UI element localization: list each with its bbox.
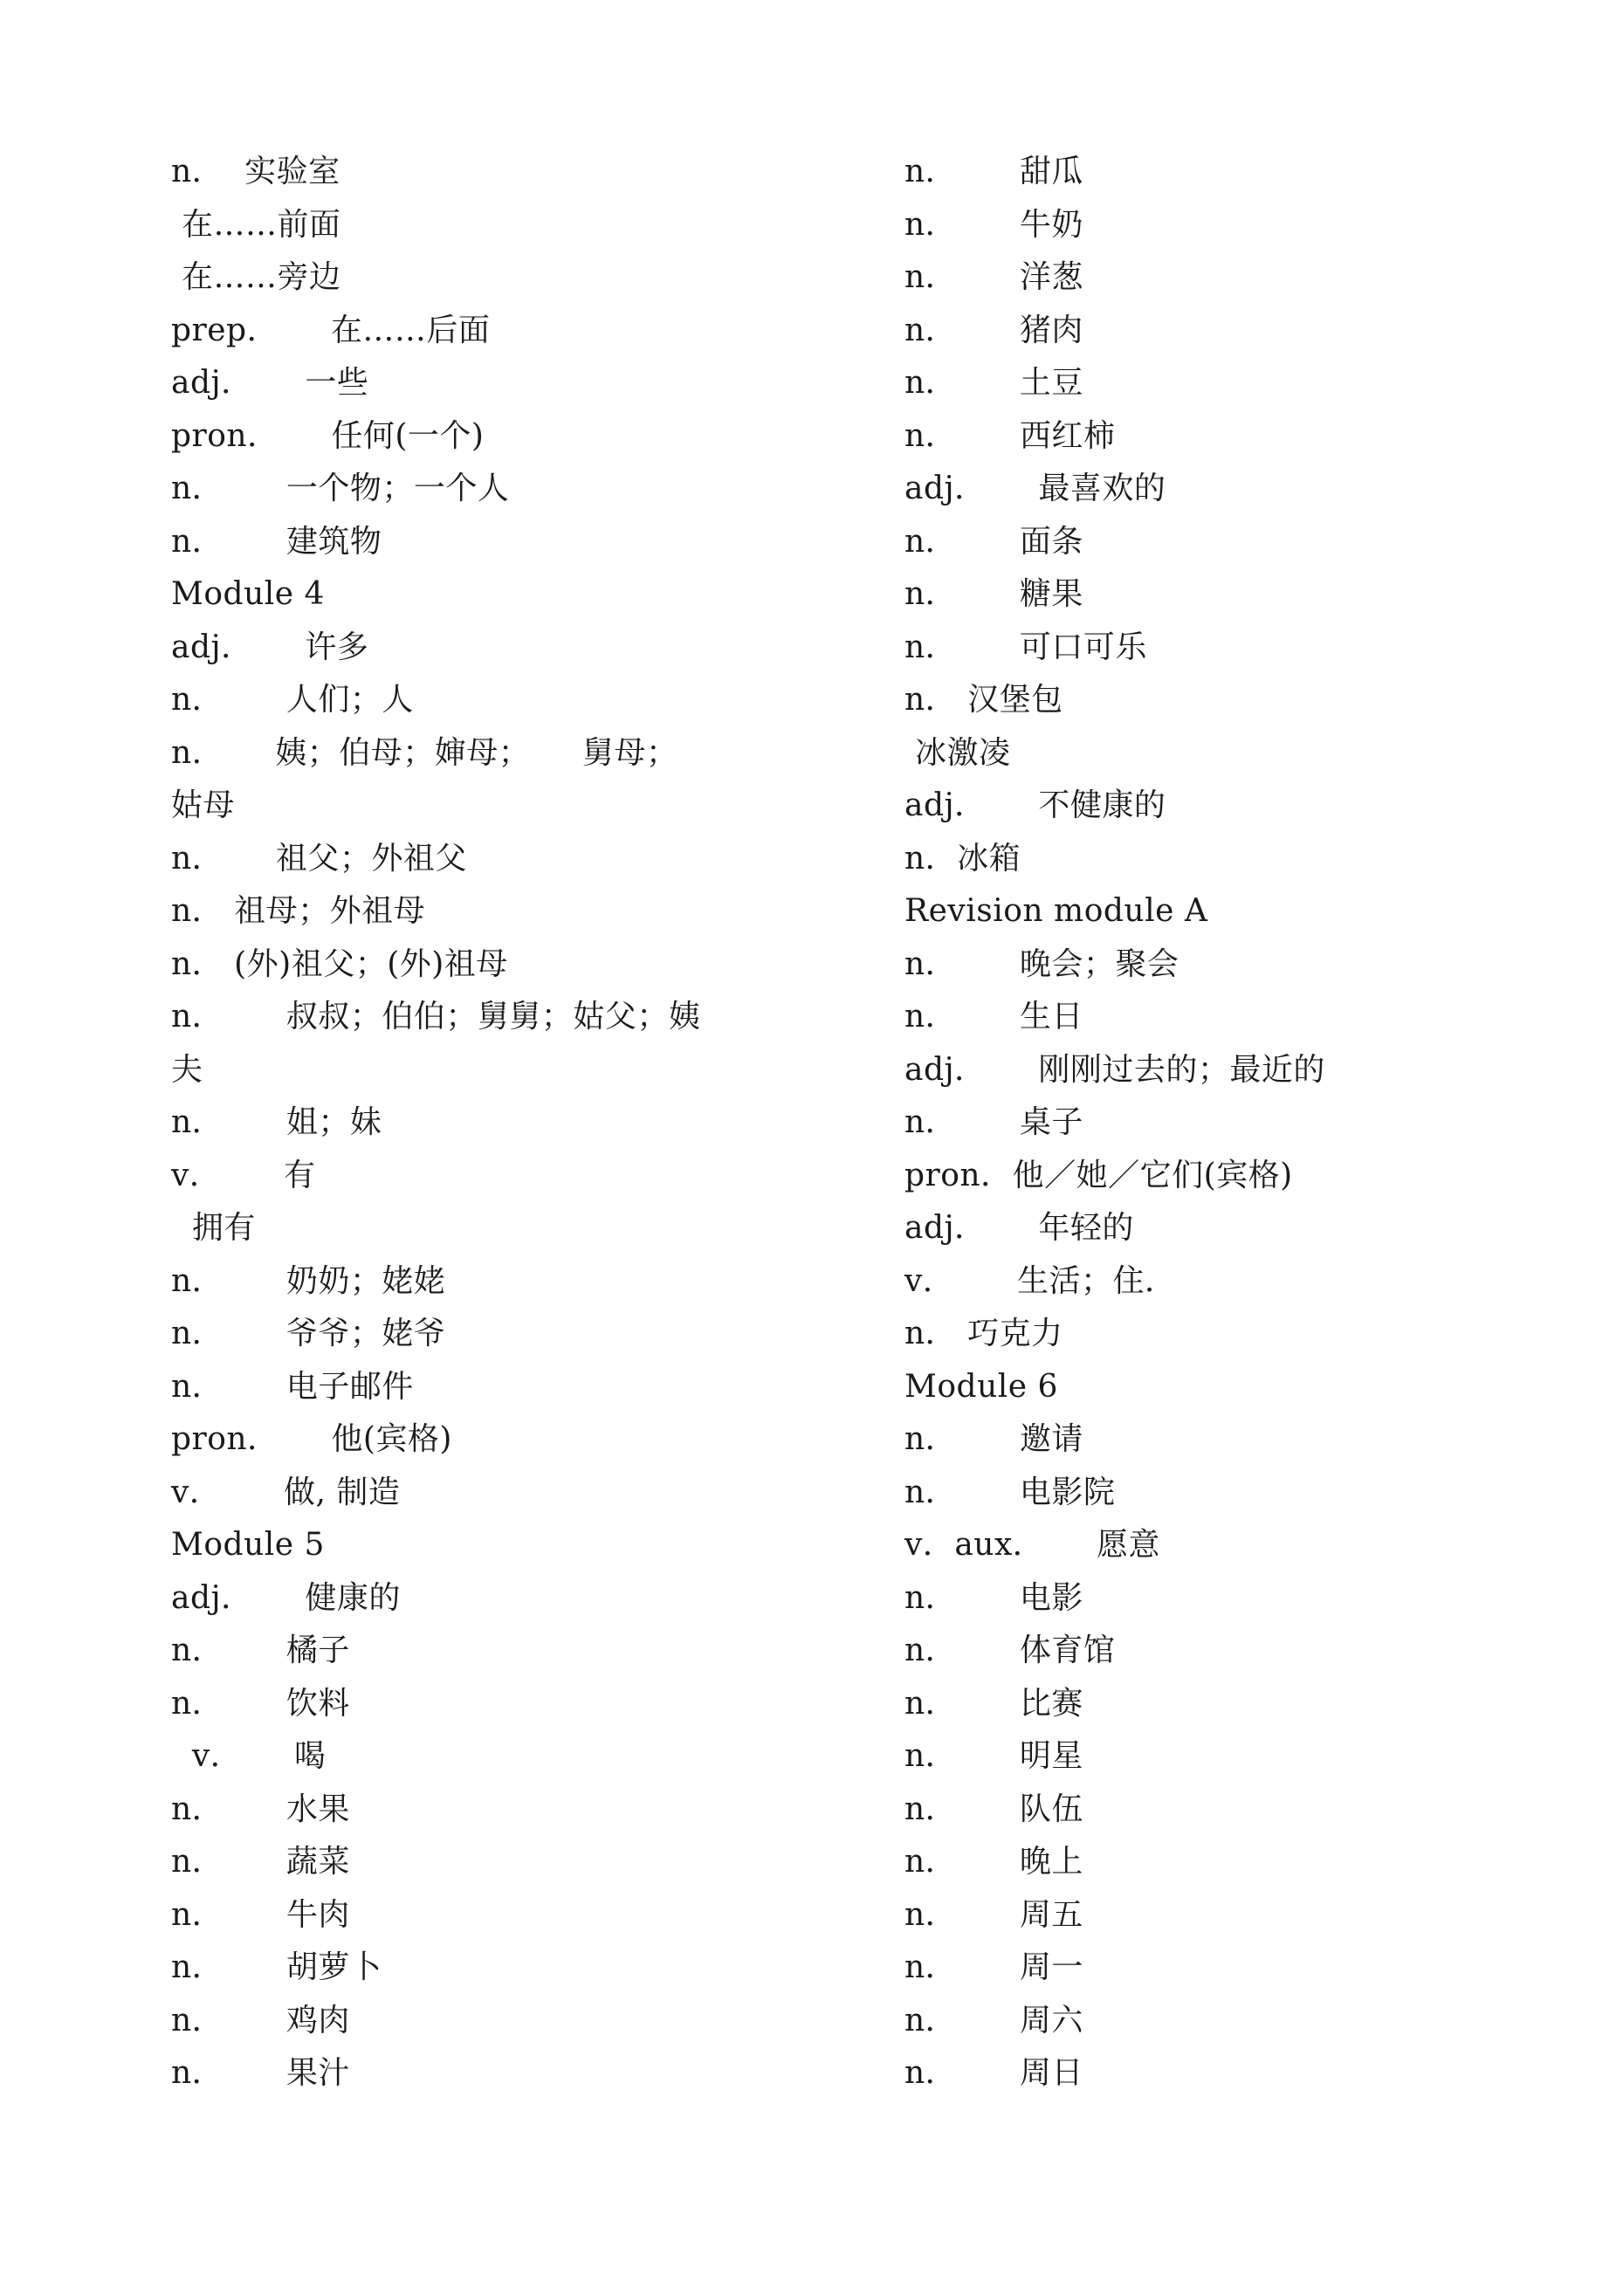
vocab-line: 拥有 (171, 1210, 256, 1246)
vocab-line: n． 周六 (904, 2002, 1083, 2038)
vocab-line: n． 邀请 (904, 1421, 1083, 1457)
left-column (171, 146, 782, 2100)
vocab-line: n． 奶奶；姥姥 (171, 1262, 446, 1299)
vocab-line: Module 4 (171, 576, 325, 612)
vocab-line: n． 生日 (904, 999, 1083, 1035)
vocab-line: n． 猪肉 (904, 312, 1083, 348)
vocab-line: n． 西红柿 (904, 417, 1116, 454)
vocab-line: 在……前面 (171, 206, 341, 243)
vocab-line: n． 电影院 (904, 1474, 1116, 1510)
vocab-line: n． 爷爷；姥爷 (171, 1316, 446, 1351)
vocab-line: n． 饮料 (171, 1685, 350, 1722)
vocab-line: adj． 一些 (171, 365, 369, 401)
vocab-line: n．冰箱 (904, 840, 1021, 876)
vocab-line: n． 比赛 (904, 1685, 1083, 1722)
vocab-line: n． 牛奶 (904, 206, 1083, 243)
vocab-line: v． 喝 (171, 1738, 327, 1774)
vocab-line: n． 面条 (904, 523, 1083, 560)
vocab-line: n． 人们；人 (171, 682, 414, 718)
vocab-line: adj． 年轻的 (904, 1210, 1134, 1246)
vocab-line: n． 可口可乐 (904, 629, 1147, 665)
vocab-line: v．aux． 愿意 (904, 1527, 1161, 1563)
vocab-line: n． 鸡肉 (171, 2002, 350, 2038)
vocab-line: n． 祖父；外祖父 (171, 840, 467, 876)
vocab-line: n． 牛肉 (171, 1896, 350, 1933)
vocab-line: n． 桌子 (904, 1104, 1083, 1140)
vocab-line: v． 做, 制造 (171, 1474, 401, 1510)
vocab-line: n． 电子邮件 (171, 1368, 414, 1405)
vocab-line: n． 一个物；一个人 (171, 471, 510, 506)
vocab-line: 夫 (171, 1051, 203, 1088)
vocab-line: n． 橘子 (171, 1633, 350, 1668)
vocab-line: n． 巧克力 (904, 1316, 1063, 1351)
vocab-line: n． 电影 (904, 1579, 1083, 1616)
vocab-line: n． 土豆 (904, 365, 1083, 401)
vocab-line: prep． 在……后面 (171, 312, 491, 348)
right-column (904, 146, 1568, 2100)
vocab-line: n． 果汁 (171, 2055, 350, 2091)
vocab-line: 姑母 (171, 787, 236, 823)
vocab-line: n． 汉堡包 (904, 682, 1063, 718)
vocab-line: n． 姐；妹 (171, 1104, 382, 1140)
vocab-line: 在……旁边 (171, 259, 341, 295)
vocab-line: n． 叔叔；伯伯；舅舅；姑父；姨 (171, 999, 701, 1035)
vocab-line: n． 水果 (171, 1791, 350, 1827)
vocab-line: n． 晚会；聚会 (904, 945, 1179, 982)
vocab-line: n． 祖母；外祖母 (171, 893, 426, 929)
vocab-line: n． 胡萝卜 (171, 1949, 382, 1985)
vocab-line: pron．他／她／它们(宾格) (904, 1157, 1293, 1193)
vocab-line: Revision module A (904, 893, 1208, 929)
vocab-line: n． 洋葱 (904, 259, 1083, 295)
vocab-line: pron． 他(宾格) (171, 1421, 452, 1457)
vocab-line: Module 5 (171, 1527, 325, 1563)
vocab-line: adj． 许多 (171, 629, 369, 665)
vocab-line: n． 糖果 (904, 576, 1083, 612)
vocab-line: Module 6 (904, 1368, 1058, 1405)
vocab-line: n． 体育馆 (904, 1633, 1116, 1668)
vocab-line: n． 周日 (904, 2055, 1083, 2091)
vocab-line: v． 生活；住． (904, 1262, 1177, 1299)
vocab-line: n. 姨；伯母；婶母； 舅母； (171, 734, 678, 771)
vocab-line: n． 队伍 (904, 1791, 1083, 1827)
vocab-line: n． 周一 (904, 1949, 1083, 1985)
vocab-line: n． 实验室 (171, 154, 340, 189)
vocab-line: n． (外)祖父；(外)祖母 (171, 945, 508, 982)
vocab-line: n． 蔬菜 (171, 1844, 350, 1880)
vocab-line: v． 有 (171, 1157, 316, 1193)
vocab-line: adj． 最喜欢的 (904, 471, 1166, 506)
vocab-line: n． 建筑物 (171, 523, 382, 560)
vocab-line: n． 明星 (904, 1738, 1083, 1774)
vocab-line: 冰激凌 (904, 734, 1011, 771)
vocab-line: pron． 任何(一个) (171, 417, 485, 454)
vocab-line: adj． 刚刚过去的；最近的 (904, 1051, 1325, 1088)
vocab-line: n． 甜瓜 (904, 154, 1083, 189)
vocab-line: n． 晚上 (904, 1844, 1083, 1880)
vocab-line: n． 周五 (904, 1896, 1083, 1933)
vocab-line: adj． 不健康的 (904, 787, 1166, 823)
vocab-line: adj． 健康的 (171, 1579, 401, 1616)
